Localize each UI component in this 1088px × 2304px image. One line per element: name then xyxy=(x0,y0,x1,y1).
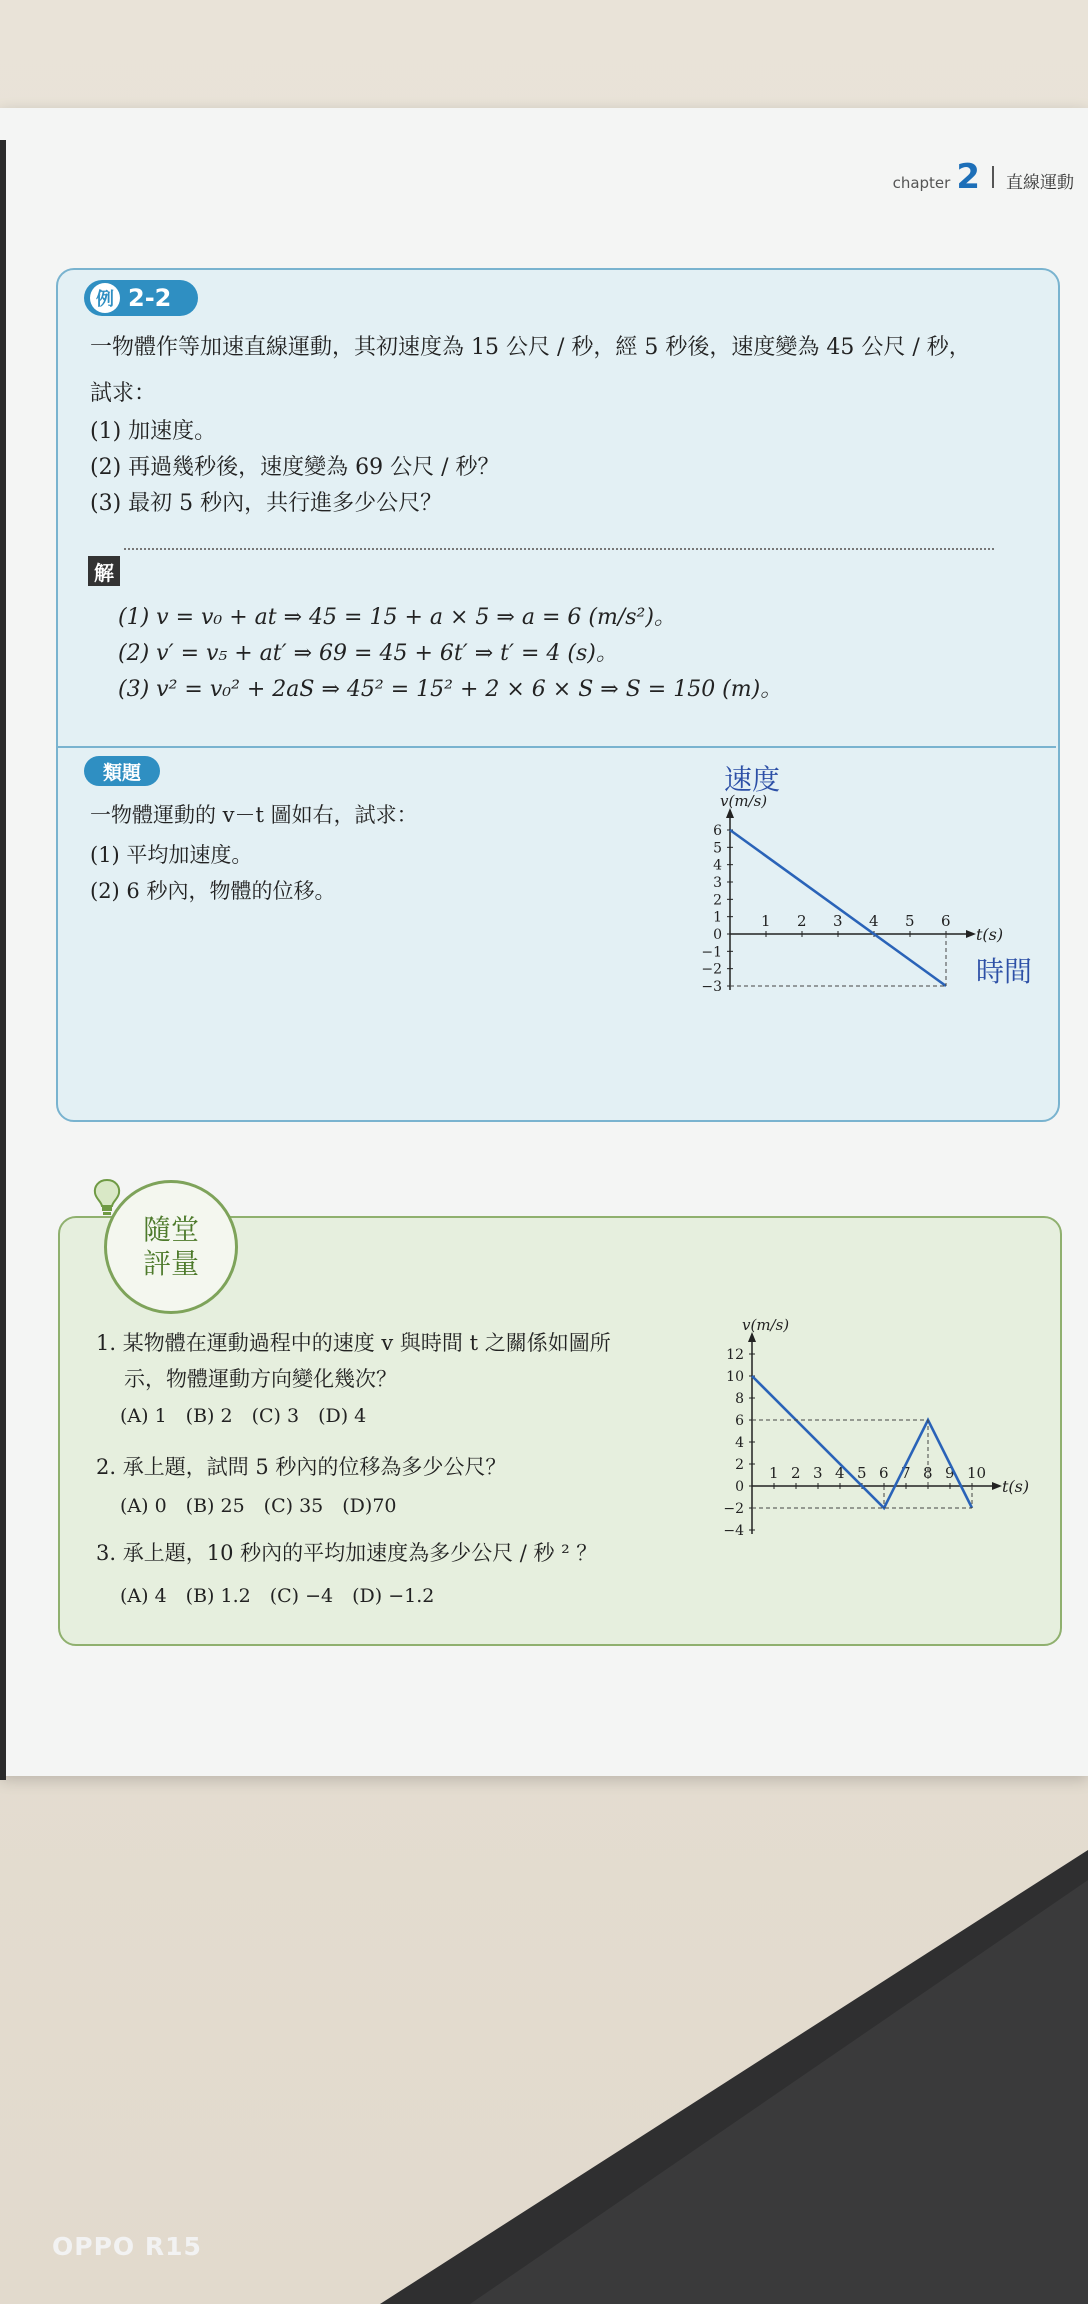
similar-problem-tag: 類題 xyxy=(84,756,160,786)
y-tick-label: 5 xyxy=(713,840,722,857)
y-tick-label: 1 xyxy=(713,909,722,926)
y-tick-label: 10 xyxy=(726,1369,744,1385)
example-tag xyxy=(84,280,198,316)
x-tick-label: 1 xyxy=(769,1464,779,1482)
chapter-word: chapter xyxy=(892,174,951,192)
similar-item-2: (2) 6 秒內，物體的位移。 xyxy=(90,879,336,903)
similar-vt-chart xyxy=(690,790,1004,1010)
quiz-q1-options: (A) 1 (B) 2 (C) 3 (D) 4 xyxy=(120,1405,367,1427)
x-tick-label: 4 xyxy=(869,912,879,930)
x-tick-label: 5 xyxy=(857,1464,867,1482)
chapter-divider xyxy=(992,166,994,188)
example-item-1: (1) 加速度。 xyxy=(90,419,217,444)
y-tick-label: 2 xyxy=(735,1457,744,1473)
x-tick-label: 3 xyxy=(813,1464,823,1482)
x-tick-label: 5 xyxy=(905,912,915,930)
quiz-badge-line2: 評量 xyxy=(142,1247,199,1280)
solution-dotted-line xyxy=(124,548,994,550)
handwritten-time: 時間 xyxy=(976,955,1033,988)
x-tick-label: 9 xyxy=(945,1464,955,1482)
example-circle: 例 xyxy=(90,283,120,313)
y-tick-label: 0 xyxy=(713,927,722,943)
x-axis-label: t(s) xyxy=(1002,1477,1030,1496)
quiz-vt-chart xyxy=(724,1316,1034,1546)
example-item-3: (3) 最初 5 秒內，共行進多少公尺？ xyxy=(90,491,443,516)
x-tick-label: 8 xyxy=(923,1464,933,1482)
y-tick-label: 6 xyxy=(713,823,722,839)
example-number: 2-2 xyxy=(128,284,172,312)
x-axis-arrow xyxy=(966,930,976,938)
y-tick-label: 0 xyxy=(735,1479,744,1495)
solution-2: (2) v′ = v₅ + at′ ⇒ 69 = 45 + 6t′ ⇒ t′ = 4 (s)。 xyxy=(118,641,618,666)
y-tick-label: −4 xyxy=(723,1523,744,1539)
x-axis-arrow xyxy=(992,1482,1002,1490)
x-tick-label: 6 xyxy=(941,912,951,930)
quiz-badge xyxy=(104,1180,238,1314)
quiz-q1-line2: 示，物體運動方向變化幾次？ xyxy=(124,1367,397,1391)
x-tick-label: 10 xyxy=(967,1464,987,1482)
y-tick-label: 2 xyxy=(713,892,722,909)
y-tick-label: 3 xyxy=(713,875,722,891)
x-tick-label: 7 xyxy=(901,1464,911,1482)
solution-1: (1) v = v₀ + at ⇒ 45 = 15 + a × 5 ⇒ a = 6 (m/s²)。 xyxy=(118,605,676,630)
y-tick-label: −1 xyxy=(701,944,722,961)
solution-3: (3) v² = v₀² + 2aS ⇒ 45² = 15² + 2 × 6 × S ⇒ S = 150 (m)。 xyxy=(118,677,783,702)
page-binding-edge xyxy=(0,140,6,1780)
quiz-q3-options: (A) 4 (B) 1.2 (C) −4 (D) −1.2 xyxy=(120,1585,435,1607)
chapter-title: 直線運動 xyxy=(1006,173,1074,193)
y-tick-label: 8 xyxy=(735,1391,744,1407)
y-tick-label: 6 xyxy=(735,1413,744,1429)
y-tick-label: −2 xyxy=(723,1501,744,1517)
chapter-header xyxy=(892,157,1074,197)
example-question-line1: 一物體作等加速直線運動，其初速度為 15 公尺 / 秒，經 5 秒後，速度變為 45 公尺 / 秒， xyxy=(90,335,971,360)
x-tick-label: 3 xyxy=(833,912,843,930)
lightbulb-icon xyxy=(92,1178,122,1218)
camera-watermark: OPPO R15 xyxy=(52,2232,202,2261)
handwritten-velocity: 速度 xyxy=(724,763,781,796)
quiz-q2-line1: 2. 承上題，試問 5 秒內的位移為多少公尺？ xyxy=(96,1455,507,1479)
x-tick-label: 2 xyxy=(797,912,807,930)
quiz-badge-line1: 隨堂 xyxy=(142,1213,199,1247)
x-tick-label: 2 xyxy=(791,1464,801,1482)
x-tick-label: 1 xyxy=(761,912,771,930)
y-tick-label: −3 xyxy=(701,979,722,995)
x-tick-label: 6 xyxy=(879,1464,889,1482)
quiz-q2-options: (A) 0 (B) 25 (C) 35 (D)70 xyxy=(120,1495,397,1517)
quiz-q1-line1: 1. 某物體在運動過程中的速度 v 與時間 t 之關係如圖所 xyxy=(96,1331,611,1355)
solution-tag: 解 xyxy=(88,556,120,586)
similar-item-1: (1) 平均加速度。 xyxy=(90,843,253,867)
quiz-q3-line1: 3. 承上題，10 秒內的平均加速度為多少公尺 / 秒 ² ？ xyxy=(96,1541,598,1565)
section-separator xyxy=(58,746,1056,748)
similar-question: 一物體運動的 v－t 圖如右，試求： xyxy=(90,803,418,827)
example-question-line2: 試求： xyxy=(90,381,157,406)
chapter-number: 2 xyxy=(956,157,980,197)
series-line xyxy=(730,830,946,986)
y-axis-label: v(m/s) xyxy=(742,1316,790,1334)
y-tick-label: 12 xyxy=(726,1347,744,1363)
x-axis-label: t(s) xyxy=(976,925,1004,944)
x-tick-label: 4 xyxy=(835,1464,845,1482)
y-tick-label: 4 xyxy=(713,857,722,874)
y-tick-label: 4 xyxy=(735,1435,744,1451)
example-item-2: (2) 再過幾秒後，速度變為 69 公尺 / 秒？ xyxy=(90,455,500,480)
y-axis-label: v(m/s) xyxy=(720,792,768,810)
y-tick-label: −2 xyxy=(701,961,722,978)
